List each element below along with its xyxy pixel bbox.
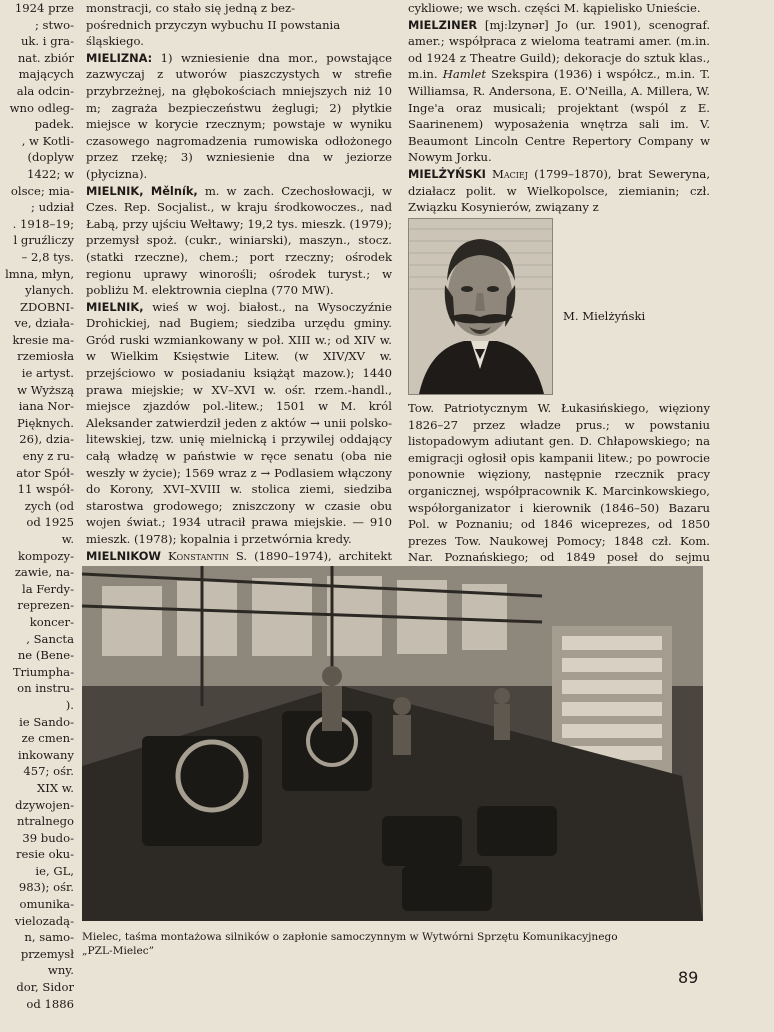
- portrait-image: [408, 218, 553, 395]
- left-fragment: dzywojen-: [15, 797, 74, 812]
- headword: MIELIZNA:: [86, 50, 153, 65]
- entry-mielnik-village: [86, 299, 392, 548]
- left-fragment: ylanych.: [25, 283, 74, 298]
- left-fragment: uk. i gra-: [20, 34, 74, 49]
- left-fragment: – 2,8 tys.: [21, 249, 74, 264]
- left-fragment: reprezen-: [17, 598, 74, 613]
- left-fragment: 457; ośr.: [23, 764, 74, 779]
- left-fragment: resie oku-: [16, 847, 74, 862]
- headword: MIELNIKOW: [86, 548, 161, 563]
- left-fragment: dor, Sidor: [16, 980, 74, 995]
- left-fragment: ie Sando-: [19, 714, 74, 729]
- factory-assembly-line-illustration: [82, 566, 703, 921]
- left-fragment: lmna, młyn,: [5, 266, 74, 281]
- left-fragment: on instru-: [17, 681, 74, 696]
- photo-caption-line-1: Mielec, taśma montażowa silników o zapłonie samoczynnym w Wytwórni Sprzętu Komunikacyjnego: [82, 931, 618, 943]
- left-fragment: zych (od: [24, 498, 74, 513]
- left-fragment: ator Spół-: [16, 465, 74, 480]
- mid-top-line: monstracji, co stało się jedną z bez-: [86, 1, 296, 15]
- left-fragment: od 1925: [26, 515, 74, 530]
- work-title: Hamlet: [442, 67, 486, 82]
- headword: MIELZINER: [408, 17, 478, 32]
- middle-column: [86, 0, 392, 597]
- left-fragment: 39 budo-: [22, 830, 74, 845]
- entry-text: [mj:lzynər] Jo (ur. 1901), scenograf. amer.; współpraca z wieloma teatrami amer. (m.in. od 1924 z Theatre Guild); dekoracje do sztuk klas., m.in.: [408, 17, 711, 82]
- left-fragment: ; stwo-: [34, 17, 74, 32]
- left-fragment: ze cmen-: [21, 731, 74, 746]
- entry-text: 1) wzniesienie dna mor., powstające zazwyczaj z utworów piaszczystych w strefie przybrzeżnej, na głębokościach mniejszych niż 10 m; zagraża bezpieczeństwu żeglugi; 2) płytkie miejsce w korycie rzecznym; powstaje w wyniku czasowego nagromadzenia rumowiska odłożonego przez rzekę; 3) wzniesienie dna w jeziorze (płycizna).: [86, 50, 393, 181]
- left-fragment: zawie, na-: [14, 565, 74, 580]
- portrait-caption: M. Mielżyński: [563, 309, 646, 323]
- left-fragment: mających: [18, 67, 74, 82]
- left-fragment: kresie ma-: [12, 332, 74, 347]
- left-fragment: ZDOBNI-: [19, 299, 74, 314]
- left-fragment: n, samo-: [24, 930, 74, 945]
- left-fragment: ne (Bene-: [17, 648, 74, 663]
- right-column: [408, 0, 710, 216]
- factory-photo: [82, 566, 703, 921]
- left-fragment: , w Kotli-: [21, 133, 74, 148]
- left-fragment: ve, działa-: [14, 316, 74, 331]
- entry-text-2: Szekspira (1936) i współcz., m.in. T. Williamsa, R. Andersona, E. O'Neilla, A. Millera, W. Inge'a oraz musicali; projektant (wspól z E. Saarinenem) wyposażenia wnętrza sali im. V. Beaumont Lincoln Centre Repertory Company w Nowym Jorku.: [408, 67, 711, 165]
- left-fragment: ).: [65, 697, 74, 712]
- right-top-line: cykliowe; we wsch. części M. kąpielisko Unieście.: [408, 1, 701, 15]
- left-fragment: l gruźliczy: [13, 233, 74, 248]
- left-fragment: ie artyst.: [21, 366, 74, 381]
- left-fragment: 1924 prze: [14, 1, 74, 15]
- entry-text: (1890–1974), architekt: [254, 548, 393, 563]
- left-fragment: 1422; w: [26, 166, 74, 181]
- entry-mielziner: [408, 17, 710, 166]
- entry-text: m. w zach. Czechosłowacji, w Czes. Rep. Socjalist., w kraju środkowoczes., nad Łabą, przy ujściu Wełtawy; 19,2 tys. mieszk. (1979); przemysł spoż. (cukr., winiarski), maszyn., stocz. (statki rzeczne), chem.; port rzeczny; ośrodek regionu uprawy winorośli; ośrodek turyst.; w pobliżu M. elektrownia cieplna (770 MW).: [86, 183, 392, 298]
- left-fragment: 26), dzia-: [19, 432, 74, 447]
- entry-mielizna: [86, 50, 392, 183]
- left-fragment: , Sancta: [26, 631, 74, 646]
- left-fragment: od 1886: [26, 996, 74, 1011]
- headword: MIELŻYŃSKI: [408, 166, 486, 181]
- left-fragment: olsce; mia-: [10, 183, 74, 198]
- portrait-illustration: [409, 219, 552, 394]
- page-number: 89: [678, 968, 699, 987]
- photo-caption: [82, 930, 703, 958]
- photo-caption-line-2: „PZL-Mielec”: [82, 945, 155, 957]
- left-fragment: wno odleg-: [9, 100, 74, 115]
- left-fragment: . 1918–19;: [12, 216, 74, 231]
- left-fragment: 11 współ-: [17, 482, 74, 497]
- left-column-fragments: [0, 0, 74, 1012]
- entry-mielzynski-continued: Tow. Patriotycznym W. Łukasińskiego, więziony 1826–27 przez władze prus.; w powstaniu listopadowym adiutant gen. D. Chłapowskiego; na emigracji ogłosił opis kampanii litew.; po powrocie ponownie więziony, następnie rzecznik pracy organicznej, współpracownik K. Marcinkowskiego, współorganizator i kierownik (1846–50) Bazaru Pol. w Poznaniu; od 1846 wiceprezes, od 1850 prezes Tow. Naukowej Pomocy; 1848 czł. Kom. Nar. Poznańskiego; od 1849 poseł do sejmu: [408, 401, 710, 565]
- left-fragment: nat. zbiór: [17, 50, 74, 65]
- left-fragment: padek.: [34, 117, 74, 132]
- entry-mielzynski: [408, 166, 710, 216]
- entry-text: (1799–1870), brat Seweryna, działacz polit. w Wielkopolsce, ziemianin; czł. Związku Kosynierów, związany z: [408, 166, 711, 215]
- left-fragment: wny.: [47, 963, 74, 978]
- left-fragment: la Ferdy-: [21, 581, 74, 596]
- left-fragment: eny z ru-: [22, 449, 74, 464]
- left-fragment: Pięknych.: [16, 415, 74, 430]
- left-fragment: vielozadą-: [14, 913, 74, 928]
- left-fragment: kompozy-: [18, 548, 74, 563]
- left-fragment: inkowany: [17, 747, 74, 762]
- left-fragment: ntralnego: [16, 814, 74, 829]
- left-fragment: w Wyższą: [17, 382, 74, 397]
- mid-top-line-3: śląskiego.: [86, 34, 144, 49]
- person-name: Maciej: [492, 166, 528, 181]
- mid-top-line-2: pośrednich przyczyn wybuchu II powstania: [86, 17, 341, 32]
- left-fragment: XIX w.: [36, 780, 74, 795]
- left-fragment: ; udział: [31, 200, 74, 215]
- left-fragment: Triumpha-: [12, 664, 74, 679]
- left-fragment: przemysł: [20, 946, 74, 961]
- headword: MIELNIK,: [86, 299, 144, 314]
- left-fragment: 983); ośr.: [18, 880, 74, 895]
- left-fragment: omunika-: [19, 897, 74, 912]
- headword: MIELNIK, Mělník,: [86, 183, 198, 198]
- person-name: Konstantin S.: [167, 548, 248, 563]
- entry-mielnik-czech: [86, 183, 392, 299]
- left-fragment: rzemiosła: [17, 349, 74, 364]
- left-fragment: w.: [61, 532, 74, 546]
- left-fragment: iana Nor-: [18, 399, 74, 414]
- entry-text: wieś w woj. białost., na Wysoczyźnie Drohickiej, nad Bugiem; siedziba urzędu gminy. Gród ruski wzmiankowany w poł. XIII w.; od XIV w. w Wielkim Księstwie Litew. (w XIV/XV w. przejściowo w posiadaniu książąt mazow.); 1440 prawa miejskie; w XV–XVI w. ośr. rzem.-handl., miejsce zjazdów pol.-litew.; 1501 w M. król Aleksander zatwierdził jeden z aktów → unii polsko-litewskiej, tzw. unię mielnicką i przywilej oddający całą władzę w państwie w ręce senatu (oba nie weszły w życie); 1569 wraz z → Podlasiem włączony do Korony, XVI–XVIII w. stolica ziemi, siedziba starostwa grodowego; zniszczony w czasie obu wojen świat.; 1934 utracił prawa miejskie. — 910 mieszk. (1978); kopalnia i przetwórnia kredy.: [86, 299, 393, 546]
- left-fragment: ie, GL,: [35, 863, 74, 878]
- left-fragment: ala odcin-: [16, 83, 74, 98]
- left-fragment: (doplyw: [27, 150, 74, 165]
- left-fragment: koncer-: [29, 614, 74, 629]
